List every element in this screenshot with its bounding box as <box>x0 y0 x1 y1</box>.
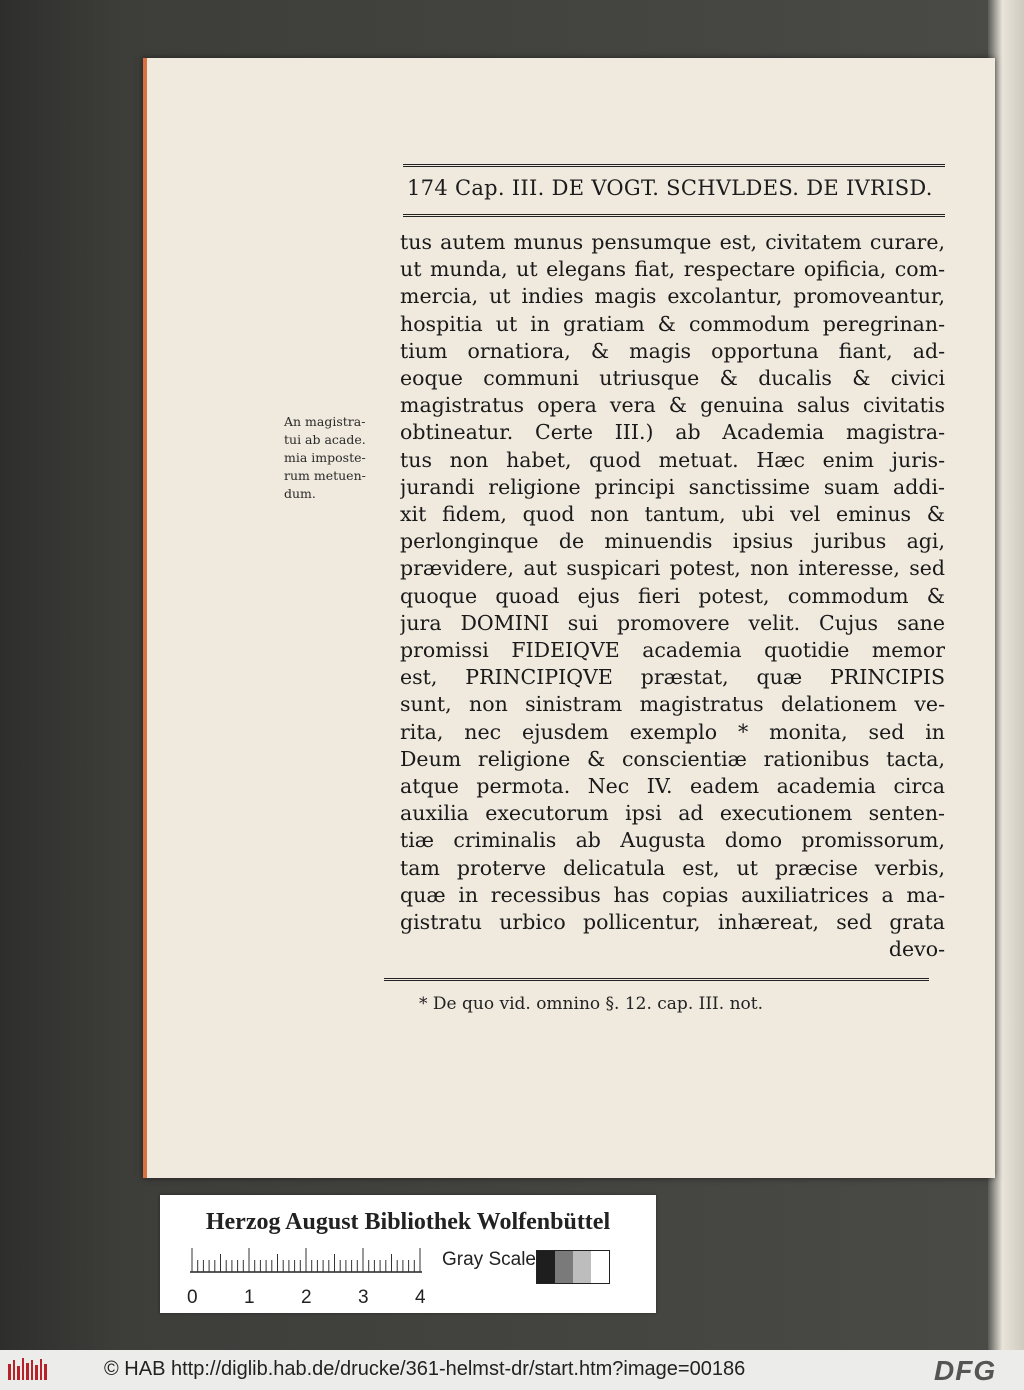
text-line: magistratus opera vera & genuina salus civitatis <box>400 393 945 418</box>
gray-swatch <box>537 1251 555 1283</box>
text-line: jura DOMINI sui promovere velit. Cujus sane <box>400 610 945 635</box>
marginal-note: An magistra- tui ab acade. mia imposte- rum metuen- dum. <box>284 414 366 501</box>
header-rule-bottom <box>403 214 945 217</box>
body-text <box>400 229 945 963</box>
text-line: devo- <box>888 937 945 962</box>
library-name: Herzog August Bibliothek Wolfenbüttel <box>205 1209 611 1235</box>
text-line: auxilia executorum ipsi ad executionem senten- <box>400 801 945 826</box>
ruler-number: 4 <box>415 1287 426 1308</box>
text-line: tiæ criminalis ab Augusta domo promissorum, <box>400 828 945 853</box>
footnote: * De quo vid. omnino §. 12. cap. III. not. <box>419 994 763 1014</box>
running-header: 174 Cap. III. DE VOGT. SCHVLDES. DE IVRISD. <box>407 176 933 200</box>
text-line: mercia, ut indies magis excolantur, promoveantur, <box>400 284 945 309</box>
ruler-number: 0 <box>187 1287 198 1308</box>
text-line: perlonginque de minuendis ipsius juribus agi, <box>400 529 945 554</box>
ruler-number: 1 <box>244 1287 255 1308</box>
text-line: tus non habet, quod metuat. Hæc enim juris- <box>400 447 945 472</box>
text-line: obtineatur. Certe III.) ab Academia magistra- <box>400 420 945 445</box>
text-line: quoque quoad ejus fieri potest, commodum & <box>400 583 945 608</box>
gray-swatch <box>555 1251 573 1283</box>
text-line: sunt, non sinistram magistratus delationem ve- <box>400 692 945 717</box>
ruler-number: 2 <box>301 1287 312 1308</box>
text-line: eoque communi utriusque & ducalis & civici <box>400 366 945 391</box>
text-line: ut munda, ut elegans fiat, respectare opificia, com- <box>400 257 945 282</box>
text-line: xit fidem, quod non tantum, ubi vel eminus & <box>400 502 945 527</box>
text-line: Deum religione & conscientiæ rationibus tacta, <box>400 746 945 771</box>
text-line: tium ornatiora, & magis opportuna fiant, ad- <box>400 338 945 363</box>
gray-swatch <box>573 1251 591 1283</box>
library-label-card <box>160 1195 656 1313</box>
dfg-logo: DFG <box>934 1355 997 1386</box>
gray-scale-label: Gray Scale <box>442 1249 536 1270</box>
text-line: est, PRINCIPIQVE præstat, quæ PRINCIPIS <box>400 665 945 690</box>
footer-bar <box>0 1350 1024 1390</box>
gray-swatch <box>591 1251 609 1283</box>
text-line: tam proterve delicatula est, ut præcise verbis, <box>400 855 945 880</box>
source-credit-link[interactable]: © HAB http://diglib.hab.de/drucke/361-helmst-dr/start.htm?image=00186 <box>104 1358 746 1380</box>
text-line: atque permota. Nec IV. eadem academia circa <box>400 774 945 799</box>
text-line: prævidere, aut suspicari potest, non interesse, sed <box>400 556 945 581</box>
text-line: hospitia ut in gratiam & commodum peregrinan- <box>400 311 945 336</box>
book-page <box>143 58 995 1178</box>
text-line: jurandi religione principi sanctissime suam addi- <box>400 474 945 499</box>
ruler-number: 3 <box>358 1287 369 1308</box>
measurement-ruler <box>190 1247 430 1273</box>
header-rule-top <box>403 164 945 167</box>
gray-scale-swatches <box>536 1250 610 1284</box>
text-line: quæ in recessibus has copias auxiliatrices a ma- <box>400 882 945 907</box>
text-line: promissi FIDEIQVE academia quotidie memor <box>400 638 945 663</box>
footnote-rule <box>384 978 929 981</box>
text-line: rita, nec ejusdem exemplo * monita, sed in <box>400 719 945 744</box>
text-line: tus autem munus pensumque est, civitatem curare, <box>400 230 945 254</box>
text-line: gistratu urbico pollicentur, inhæreat, sed grata <box>400 910 945 935</box>
hab-barcode-icon <box>8 1358 48 1382</box>
